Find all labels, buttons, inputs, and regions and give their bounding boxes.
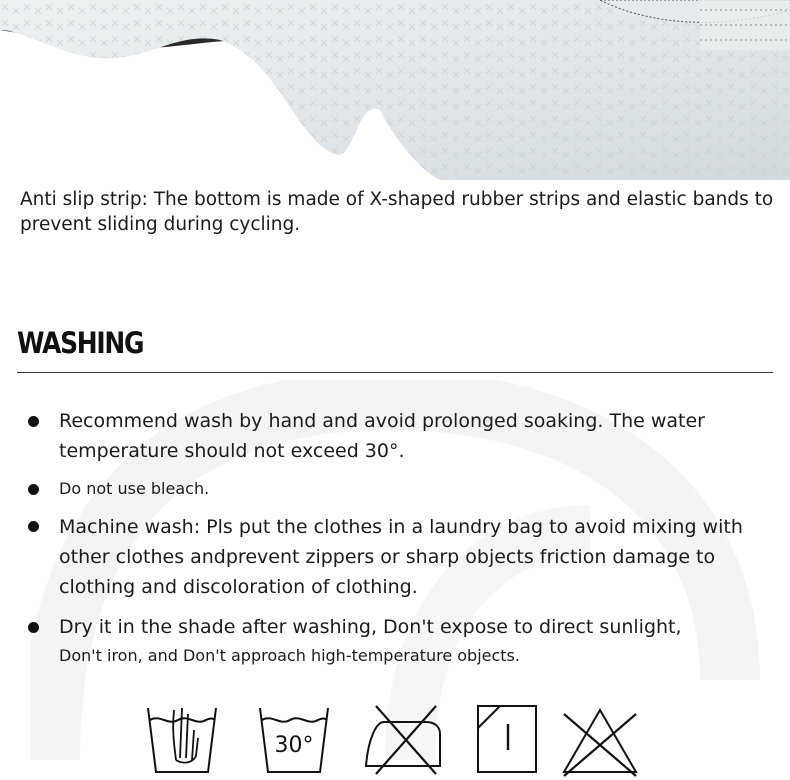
bullet-icon [28,622,39,633]
section-title: WASHING [17,326,144,360]
do-not-bleach-icon [564,710,636,776]
hand-wash-icon [148,708,216,772]
list-item-text: Machine wash: Pls put the clothes in a laundry bag to avoid mixing with other clothes andprevent zippers or sharp objects friction damage to clothing and discoloration of clothing. [59,516,743,598]
wash-temp-label: 30° [274,733,314,758]
list-item-text: Recommend wash by hand and avoid prolonged soaking. The water temperature should not exceed 30°. [59,410,705,462]
wash-30-icon [260,708,328,772]
product-photo [0,0,790,180]
care-symbols [140,700,650,780]
list-item-text: Don't iron, and Don't approach high-temperature objects. [59,646,520,665]
fabric-image [0,0,790,180]
bullet-icon [28,416,39,427]
photo-caption: Anti slip strip: The bottom is made of X-shaped rubber strips and elastic bands to prevent sliding during cycling. [20,189,774,235]
bullet-icon [28,521,39,532]
bullet-icon [28,484,39,495]
do-not-iron-icon [366,706,440,774]
section-divider [17,372,773,373]
list-item-text: Do not use bleach. [59,479,210,498]
list-item-text: Dry it in the shade after washing, Don't expose to direct sunlight, [59,616,682,638]
dry-in-shade-icon [478,706,536,772]
